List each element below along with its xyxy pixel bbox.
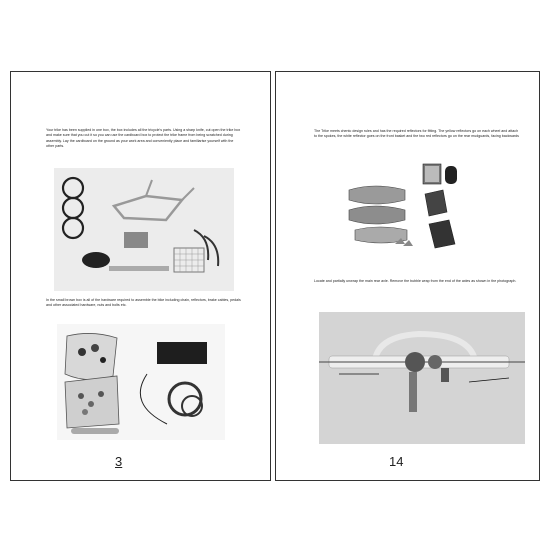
hardware-box-photo <box>57 324 225 440</box>
rear-axle-photo <box>319 312 525 444</box>
page-number: 3 <box>115 454 123 469</box>
reflectors-paragraph: The Trike meets chentc design rules and has the required reflectors for fitting. The yellow reflectors go on each wheel and attach to the spokes, the white reflector goes on the front basket and the two red reflectors go on the rear mudguards, facing backwards <box>314 129 519 139</box>
right-page <box>275 71 540 481</box>
left-page <box>10 71 271 481</box>
trike-parts-photo <box>54 168 234 291</box>
hardware-paragraph: In the small brown box is all of the hardware required to assemble the bike including chain, reflectors, brake cables, pedals and other associated hardware, nuts and bolts etc. <box>46 298 241 308</box>
intro-paragraph: Your trike has been supplied in one box, the box includes all the tricycle's parts. Using a sharp knife, cut open the trike box and make sure that you cut it so you can use the cardboard box to protect the trike frame from being scratched during assembly. Lay the cardboard on the ground as your work area and conveniently place and familiarise yourself with the other parts. <box>46 128 241 148</box>
axle-paragraph: Locate and partially unwrap the main rear axle. Remove the bubble wrap from the end of the axles as shown in the photograph. <box>314 279 517 283</box>
page-number: 14 <box>389 454 404 469</box>
reflectors-photo <box>345 160 469 255</box>
